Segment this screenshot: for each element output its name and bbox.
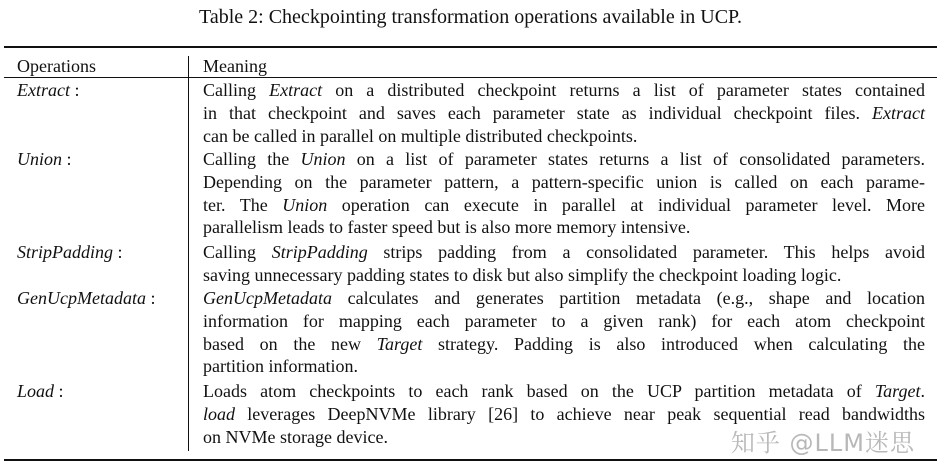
meaning-line: ter. The Union operation can execute in parallel at individual parameter level. More: [203, 194, 925, 215]
operation-name: [17, 79, 80, 101]
emphasized-term: Target: [376, 333, 423, 354]
meaning-line: parallelism leads to faster speed but is also more memory intensive.: [203, 217, 691, 238]
top-rule: [4, 46, 937, 48]
meaning-line: in that checkpoint and saves each parameter state as individual checkpoint files. Extract: [203, 102, 925, 123]
operation-colon: :: [62, 149, 72, 169]
emphasized-term: Union: [282, 194, 328, 215]
operation-label: Union: [17, 149, 62, 169]
emphasized-term: StripPadding: [271, 242, 368, 262]
operation-name: [17, 148, 72, 170]
watermark: 知乎 @LLM迷思: [730, 429, 915, 457]
table-caption: Table 2: Checkpointing transformation operations available in UCP.: [199, 6, 742, 28]
operation-meaning: [203, 148, 925, 239]
bottom-rule: [4, 459, 937, 461]
operation-label: StripPadding: [17, 242, 114, 262]
emphasized-term: GenUcpMetadata: [203, 288, 332, 308]
emphasized-term: Target: [874, 381, 921, 401]
meaning-line: information for mapping each parameter to a given rank) for each atom checkpoint: [203, 310, 925, 331]
operation-name: [17, 380, 64, 402]
header-meaning: Meaning: [203, 56, 267, 76]
operation-colon: :: [69, 80, 80, 100]
emphasized-term: Extract: [269, 80, 323, 100]
column-divider: [188, 56, 189, 451]
meaning-line: load leverages DeepNVMe library [26] to achieve near peak sequential read bandwidths: [203, 403, 925, 424]
operation-name: [17, 287, 155, 309]
meaning-line: partition information.: [203, 356, 358, 377]
meaning-line: Calling Extract on a distributed checkpoint returns a list of parameter states contained: [203, 80, 926, 100]
meaning-line: Calling StripPadding strips padding from a consolidated parameter. This helps avoid: [203, 242, 925, 262]
operation-label: Load: [17, 381, 55, 401]
operation-label: GenUcpMetadata: [17, 288, 146, 308]
emphasized-term: Union: [300, 149, 346, 169]
operation-colon: :: [145, 288, 156, 308]
meaning-line: Depending on the parameter pattern, a pattern-specific union is called on each parame-: [203, 171, 925, 192]
meaning-line: based on the new Target strategy. Padding is also introduced when calculating the: [203, 333, 925, 354]
meaning-line: saving unnecessary padding states to disk but also simplify the checkpoint loading logic.: [203, 264, 842, 285]
header-rule: [4, 77, 937, 78]
operation-meaning: [203, 287, 925, 378]
operation-meaning: [203, 79, 925, 147]
meaning-line: Calling the Union on a list of parameter states returns a list of consolidated parameters.: [203, 149, 925, 169]
operation-colon: :: [113, 242, 123, 262]
header-operations: Operations: [17, 56, 96, 76]
emphasized-term: load: [203, 403, 236, 424]
meaning-line: GenUcpMetadata calculates and generates partition metadata (e.g., shape and location: [203, 288, 925, 308]
operation-meaning: [203, 241, 925, 287]
operation-name: [17, 241, 123, 263]
operation-colon: :: [54, 381, 64, 401]
meaning-line: Loads atom checkpoints to each rank based on the UCP partition metadata of Target.: [203, 381, 925, 401]
operation-label: Extract: [17, 80, 70, 100]
emphasized-term: Extract: [872, 102, 925, 123]
meaning-line: on NVMe storage device.: [203, 426, 388, 447]
meaning-line: can be called in parallel on multiple distributed checkpoints.: [203, 125, 638, 146]
